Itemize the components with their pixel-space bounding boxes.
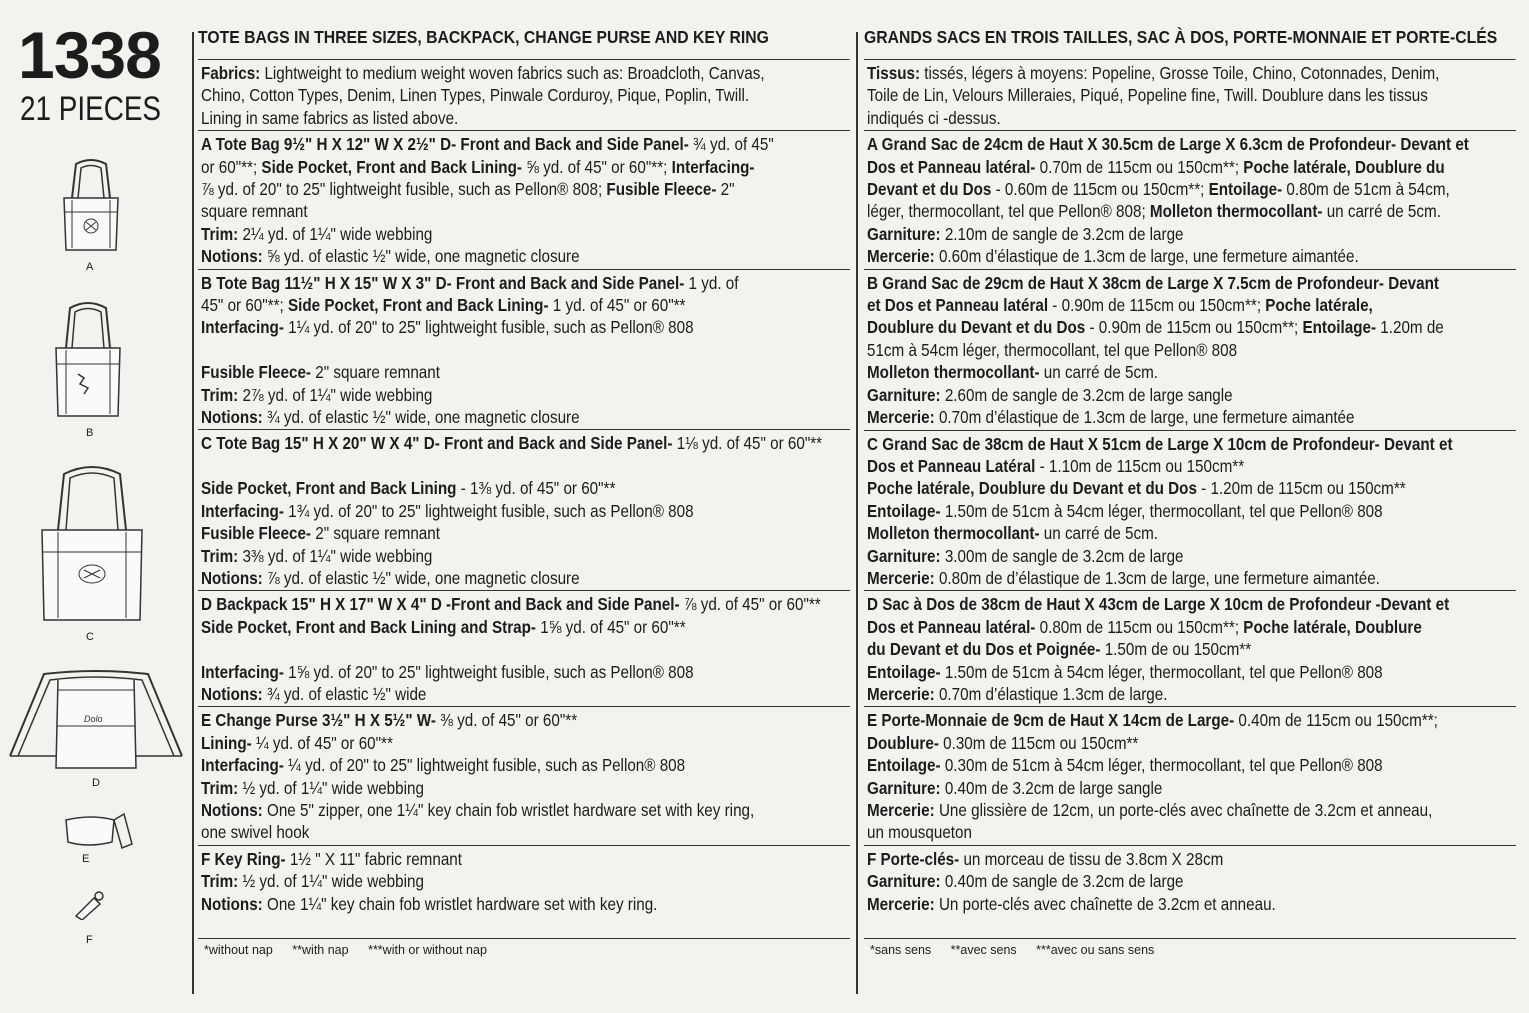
bold-label: Interfacing- — [201, 755, 284, 776]
text-line — [201, 567, 850, 589]
view-a-label: A — [86, 261, 94, 273]
text-line — [201, 799, 850, 821]
footnote: ***with or without nap — [368, 943, 487, 958]
bold-label: Dos et Panneau Latéral — [867, 455, 1036, 476]
text-line — [867, 433, 1516, 455]
footnote: ***avec ou sans sens — [1036, 943, 1155, 958]
text-line — [867, 178, 1516, 200]
text-run: un mousqueton — [867, 822, 972, 843]
bold-label: Molleton thermocollant- — [867, 362, 1040, 383]
text-line — [867, 339, 1516, 361]
text-line — [201, 361, 850, 383]
view-d-label: D — [92, 777, 100, 789]
bold-label: Fusible Fleece- — [606, 179, 717, 200]
text-line — [867, 200, 1516, 222]
text-line — [867, 870, 1516, 892]
pieces-count: 21 PIECES — [20, 90, 162, 128]
bold-label: Molleton thermocollant- — [1149, 201, 1323, 222]
english-column — [198, 26, 850, 957]
bold-label: Tissus: — [867, 63, 921, 83]
view-b-label: B — [86, 427, 94, 439]
text-line — [201, 500, 850, 522]
text-run: ½ yd. of 1¼" wide webbing — [238, 777, 424, 798]
bold-label: Side Pocket, Front and Back Lining and Strap- — [201, 616, 537, 637]
text-run: square remnant — [201, 201, 308, 222]
text-run: 1½ " X 11" fabric remnant — [285, 848, 462, 869]
footnote: *sans sens — [870, 943, 932, 958]
text-line — [201, 593, 850, 615]
text-run: 0.70m de 115cm ou 150cm**; — [1035, 156, 1244, 177]
text-line — [201, 661, 850, 683]
view-c-label: C — [86, 631, 94, 643]
bold-label: B Grand Sac de 29cm de Haut X 38cm de Large X 7.5cm de Profondeur- Devant — [867, 272, 1439, 293]
text-line — [867, 406, 1516, 428]
bold-label: Interfacing- — [201, 500, 284, 521]
text-line — [867, 709, 1516, 731]
bold-label: Notions: — [201, 893, 263, 914]
view-f-illustration — [72, 890, 106, 920]
text-run: 2" square remnant — [311, 523, 440, 544]
bold-label: C Grand Sac de 38cm de Haut X 51cm de Large X 10cm de Profondeur- Devant et — [867, 433, 1453, 454]
text-run: ⅞ yd. of 20" to 25" lightweight fusible, such as Pellon® 808; — [201, 179, 607, 200]
text-run: - 1.10m de 115cm ou 150cm** — [1035, 455, 1245, 476]
bold-label: D Sac à Dos de 38cm de Haut X 43cm de Large X 10cm de Profondeur -Devant et — [867, 594, 1450, 615]
fr-section-0 — [864, 60, 1516, 131]
bold-label: F Key Ring- — [201, 848, 286, 869]
text-line — [867, 593, 1516, 615]
bold-label: Dos et Panneau latéral- — [867, 616, 1036, 637]
bold-label: Entoilage- — [867, 661, 941, 682]
text-line — [201, 455, 850, 477]
text-run: 1.50m de 51cm à 54cm léger, thermocollant, tel que Pellon® 808 — [940, 500, 1383, 521]
bold-label: Mercerie: — [867, 246, 935, 267]
en-section-2 — [198, 270, 850, 431]
bold-label: Notions: — [201, 567, 263, 588]
text-run: indiqués ci -dessus. — [867, 107, 1001, 128]
text-run: 1 yd. of — [684, 272, 739, 293]
bold-label: Fabrics: — [201, 63, 261, 83]
text-line — [201, 245, 850, 267]
text-line — [201, 316, 850, 338]
bold-label: Trim: — [201, 871, 239, 892]
text-line — [867, 361, 1516, 383]
text-run: ¼ yd. of 45" or 60"** — [251, 732, 393, 753]
text-run: un morceau de tissu de 3.8cm X 28cm — [959, 848, 1224, 869]
text-run: ⅜ yd. of 45" or 60"** — [435, 710, 578, 731]
text-run: ⅞ yd. of 45" or 60"** — [679, 594, 821, 615]
bold-label: Side Pocket, Front and Back Lining- — [287, 295, 549, 316]
bold-label: et Dos et Panneau latéral — [867, 295, 1049, 316]
text-line — [867, 156, 1516, 178]
footnote: **avec sens — [950, 943, 1017, 958]
text-line — [201, 107, 850, 129]
bold-label: Mercerie: — [867, 567, 935, 588]
text-line — [201, 477, 850, 499]
text-line — [867, 777, 1516, 799]
text-line — [867, 133, 1516, 155]
text-line — [867, 567, 1516, 589]
text-run: 0.30m de 115cm ou 150cm** — [938, 732, 1139, 753]
bold-label: Fusible Fleece- — [201, 523, 312, 544]
svg-text:Dolo: Dolo — [84, 714, 103, 724]
text-run: 2⅞ yd. of 1¼" wide webbing — [238, 384, 433, 405]
text-line — [867, 638, 1516, 660]
bold-label: Doublure du Devant et du Dos — [867, 317, 1086, 338]
text-run: 1¾ yd. of 20" to 25" lightweight fusible, such as Pellon® 808 — [283, 500, 694, 521]
text-run: 45" or 60"**; — [201, 295, 288, 316]
bold-label: Trim: — [201, 777, 239, 798]
text-line — [201, 62, 850, 84]
text-run: 51cm à 54cm léger, thermocollant, tel que Pellon® 808 — [867, 339, 1238, 360]
text-line — [867, 915, 1516, 937]
text-run: Chino, Cotton Types, Denim, Linen Types, Pinwale Corduroy, Pique, Poplin, Twill. — [201, 85, 750, 106]
text-run: One 1¼" key chain fob wristlet hardware set with key ring. — [262, 893, 658, 914]
text-line — [867, 294, 1516, 316]
text-run: - 1⅜ yd. of 45" or 60"** — [456, 478, 616, 499]
bold-label: Molleton thermocollant- — [867, 523, 1040, 544]
text-line — [867, 500, 1516, 522]
french-footnotes — [864, 943, 1516, 957]
bold-label: Notions: — [201, 246, 263, 267]
bold-label: du Devant et du Dos et Poignée- — [867, 639, 1101, 660]
bold-label: Entoilage- — [1302, 317, 1377, 338]
view-e-label: E — [82, 853, 90, 865]
text-line — [201, 683, 850, 705]
text-line — [867, 316, 1516, 338]
bold-label: Garniture: — [867, 384, 941, 405]
text-line — [867, 893, 1516, 915]
bold-label: Poche latérale, — [1265, 295, 1373, 316]
text-line — [201, 339, 850, 361]
text-run: 0.70m d’élastique de 1.3cm de large, une fermeture aimantée — [934, 407, 1355, 428]
bold-label: B Tote Bag 11½" H X 15" W X 3" D- Front and Back and Side Panel- — [201, 272, 685, 293]
fr-section-4 — [864, 591, 1516, 707]
bold-label: Devant et du Dos — [867, 179, 992, 200]
text-line — [867, 384, 1516, 406]
text-line — [201, 178, 850, 200]
english-heading: TOTE BAGS IN THREE SIZES, BACKPACK, CHANGE PURSE AND KEY RING — [198, 26, 849, 60]
text-run: ½ yd. of 1¼" wide webbing — [238, 871, 424, 892]
fr-section-1 — [864, 131, 1516, 269]
text-run: 0.30m de 51cm à 54cm léger, thermocollant, tel que Pellon® 808 — [940, 755, 1383, 776]
bold-label: C Tote Bag 15" H X 20" W X 4" D- Front and Back and Side Panel- — [201, 433, 673, 454]
text-run: 1.50m de 51cm à 54cm léger, thermocollant, tel que Pellon® 808 — [940, 661, 1383, 682]
text-run: ¾ yd. of elastic ½" wide, one magnetic closure — [262, 407, 580, 428]
bold-label: Interfacing- — [671, 156, 755, 177]
bold-label: Doublure- — [867, 732, 939, 753]
text-run: Un porte-clés avec chaînette de 3.2cm et anneau. — [934, 893, 1276, 914]
en-section-6 — [198, 846, 850, 940]
text-line — [201, 616, 850, 638]
french-heading: GRANDS SACS EN TROIS TAILLES, SAC À DOS, PORTE-MONNAIE ET PORTE-CLÉS — [864, 26, 1515, 60]
en-section-0 — [198, 60, 850, 131]
text-line — [867, 683, 1516, 705]
text-run: 0.80m de d’élastique de 1.3cm de large, une fermeture aimantée. — [934, 567, 1380, 588]
footnote: *without nap — [204, 943, 273, 958]
text-line — [867, 732, 1516, 754]
en-section-4 — [198, 591, 850, 707]
bold-label: Interfacing- — [201, 317, 284, 338]
view-d-illustration — [4, 666, 188, 772]
text-run: Lining in same fabrics as listed above. — [201, 107, 459, 128]
text-line — [201, 200, 850, 222]
text-run: 2.60m de sangle de 3.2cm de large sangle — [940, 384, 1233, 405]
bold-label: Trim: — [201, 223, 239, 244]
text-line — [867, 821, 1516, 843]
text-line — [201, 84, 850, 106]
text-line — [201, 893, 850, 915]
text-line — [867, 272, 1516, 294]
text-line — [201, 732, 850, 754]
text-run: 2¼ yd. of 1¼" wide webbing — [238, 223, 433, 244]
bold-label: Entoilage- — [1208, 179, 1283, 200]
bold-label: Poche latérale, Doublure du Devant et du Dos — [867, 478, 1197, 499]
text-run: - 0.90m de 115cm ou 150cm**; — [1085, 317, 1303, 338]
text-run: ¾ yd. of elastic ½" wide — [262, 683, 427, 704]
text-line — [867, 62, 1516, 84]
text-line — [867, 661, 1516, 683]
text-run: 1.20m de — [1376, 317, 1444, 338]
bold-label: Interfacing- — [201, 661, 284, 682]
bold-label: Garniture: — [867, 223, 941, 244]
french-column — [864, 26, 1516, 957]
text-line — [201, 870, 850, 892]
text-run: - 0.90m de 115cm ou 150cm**; — [1048, 295, 1266, 316]
bold-label: A Grand Sac de 24cm de Haut X 30.5cm de Large X 6.3cm de Profondeur- Devant et — [867, 134, 1469, 155]
text-run: ⅝ yd. of 45" or 60"**; — [521, 156, 672, 177]
en-section-1 — [198, 131, 850, 269]
text-line — [201, 384, 850, 406]
text-line — [201, 821, 850, 843]
view-f-label: F — [86, 934, 93, 946]
text-run: 0.40m de sangle de 3.2cm de large — [940, 871, 1184, 892]
bold-label: Notions: — [201, 407, 263, 428]
text-run: ¼ yd. of 20" to 25" lightweight fusible, such as Pellon® 808 — [283, 755, 686, 776]
text-run: un carré de 5cm. — [1039, 523, 1159, 544]
text-line — [201, 545, 850, 567]
bold-label: F Porte-clés- — [867, 848, 960, 869]
bold-label: Entoilage- — [867, 500, 941, 521]
bold-label: Notions: — [201, 683, 263, 704]
text-run: 2.10m de sangle de 3.2cm de large — [940, 223, 1184, 244]
text-run: 2" square remnant — [311, 362, 440, 383]
bold-label: Fusible Fleece- — [201, 362, 312, 383]
text-line — [201, 156, 850, 178]
text-run: 1⅛ yd. of 45" or 60"** — [672, 433, 823, 454]
text-run: Une glissière de 12cm, un porte-clés avec chaînette de 3.2cm et anneau, — [934, 800, 1433, 820]
text-run: ¾ yd. of 45" — [688, 134, 774, 155]
bold-label: Mercerie: — [867, 407, 935, 428]
text-line — [867, 84, 1516, 106]
text-run: 0.40m de 115cm ou 150cm**; — [1234, 710, 1438, 731]
fr-section-2 — [864, 270, 1516, 431]
english-sections — [198, 60, 850, 939]
bold-label: Trim: — [201, 384, 239, 405]
text-line — [201, 915, 850, 937]
text-run: un carré de 5cm. — [1039, 362, 1159, 383]
text-line — [201, 133, 850, 155]
text-line — [201, 432, 850, 454]
cover-column — [0, 0, 192, 1013]
bold-label: Mercerie: — [867, 893, 935, 914]
bold-label: Dos et Panneau latéral- — [867, 156, 1036, 177]
bold-label: Entoilage- — [867, 755, 941, 776]
bold-label: Lining- — [201, 732, 252, 753]
text-run: - 1.20m de 115cm ou 150cm** — [1196, 478, 1406, 499]
text-line — [201, 272, 850, 294]
text-line — [201, 522, 850, 544]
view-a-illustration — [58, 158, 124, 252]
text-run: tissés, légers à moyens: Popeline, Grosse Toile, Chino, Cotonnades, Denim, — [920, 63, 1440, 83]
bold-label: D Backpack 15" H X 17" W X 4" D -Front and Back and Side Panel- — [201, 594, 680, 615]
text-line — [867, 799, 1516, 821]
view-b-illustration — [50, 300, 126, 418]
en-section-5 — [198, 707, 850, 845]
bold-label: Side Pocket, Front and Back Lining- — [261, 156, 522, 177]
view-c-illustration — [36, 464, 148, 622]
divider-left — [192, 32, 194, 994]
text-run: 1¼ yd. of 20" to 25" lightweight fusible, such as Pellon® 808 — [283, 317, 694, 338]
text-line — [867, 522, 1516, 544]
en-section-3 — [198, 430, 850, 591]
text-run: 2" — [716, 179, 735, 200]
text-line — [201, 406, 850, 428]
bold-label: Side Pocket, Front and Back Lining — [201, 478, 457, 499]
bold-label: Trim: — [201, 545, 239, 566]
text-run: léger, thermocollant, tel que Pellon® 808; — [867, 201, 1150, 222]
fr-section-3 — [864, 431, 1516, 592]
view-e-illustration — [62, 808, 134, 852]
bold-label: Garniture: — [867, 871, 941, 892]
bold-label: Poche latérale, Doublure — [1243, 616, 1422, 637]
text-line — [867, 107, 1516, 129]
text-line — [201, 638, 850, 660]
text-run: 1.50m de ou 150cm** — [1100, 639, 1252, 660]
text-run: 1 yd. of 45" or 60"** — [548, 295, 686, 316]
french-sections — [864, 60, 1516, 939]
text-line — [867, 245, 1516, 267]
text-run: 0.80m de 115cm ou 150cm**; — [1035, 616, 1244, 637]
text-run: 0.80m de 51cm à 54cm, — [1282, 179, 1450, 200]
text-run: ⅞ yd. of elastic ½" wide, one magnetic closure — [262, 567, 580, 588]
text-run: 1⅝ yd. of 45" or 60"** — [536, 616, 686, 637]
text-run: 0.40m de 3.2cm de large sangle — [940, 777, 1163, 798]
text-line — [867, 848, 1516, 870]
text-run: 1⅝ yd. of 20" to 25" lightweight fusible, such as Pellon® 808 — [283, 661, 694, 682]
text-run: 0.70m d’élastique 1.3cm de large. — [934, 683, 1168, 704]
text-run: 3⅜ yd. of 1¼" wide webbing — [238, 545, 433, 566]
text-line — [201, 294, 850, 316]
fr-section-5 — [864, 707, 1516, 845]
text-line — [867, 455, 1516, 477]
bold-label: A Tote Bag 9½" H X 12" W X 2½" D- Front and Back and Side Panel- — [201, 134, 689, 155]
text-line — [201, 709, 850, 731]
text-line — [201, 223, 850, 245]
text-run: ⅝ yd. of elastic ½" wide, one magnetic closure — [262, 246, 580, 267]
bold-label: Garniture: — [867, 545, 941, 566]
text-run: or 60"**; — [201, 156, 262, 177]
text-line — [867, 477, 1516, 499]
fr-section-6 — [864, 846, 1516, 940]
text-line — [201, 777, 850, 799]
bold-label: Notions: — [201, 799, 263, 820]
text-run: 3.00m de sangle de 3.2cm de large — [940, 545, 1184, 566]
bold-label: E Change Purse 3½" H X 5½" W- — [201, 710, 436, 731]
text-run: one swivel hook — [201, 822, 310, 843]
footnote: **with nap — [292, 943, 349, 958]
text-run: 0.60m d’élastique de 1.3cm de large, une fermeture aimantée. — [934, 246, 1359, 267]
bold-label: Poche latérale, Doublure du — [1243, 156, 1445, 177]
text-line — [201, 754, 850, 776]
text-run: un carré de 5cm. — [1322, 201, 1441, 222]
text-line — [867, 754, 1516, 776]
pattern-number: 1338 — [18, 18, 161, 92]
text-line — [867, 223, 1516, 245]
divider-center — [856, 32, 858, 994]
text-line — [201, 848, 850, 870]
text-line — [867, 545, 1516, 567]
text-run: Toile de Lin, Velours Milleraies, Piqué, Popeline fine, Twill. Doublure dans les tissus — [867, 85, 1428, 106]
text-run: One 5" zipper, one 1¼" key chain fob wristlet hardware set with key ring, — [262, 799, 755, 820]
text-line — [867, 616, 1516, 638]
bold-label: Mercerie: — [867, 683, 935, 704]
english-footnotes — [198, 943, 850, 957]
bold-label: Garniture: — [867, 777, 941, 798]
bold-label: Mercerie: — [867, 800, 935, 820]
bold-label: E Porte-Monnaie de 9cm de Haut X 14cm de Large- — [867, 710, 1235, 731]
text-run: - 0.60m de 115cm ou 150cm**; — [991, 179, 1209, 200]
text-run: Lightweight to medium weight woven fabrics such as: Broadcloth, Canvas, — [260, 63, 765, 83]
